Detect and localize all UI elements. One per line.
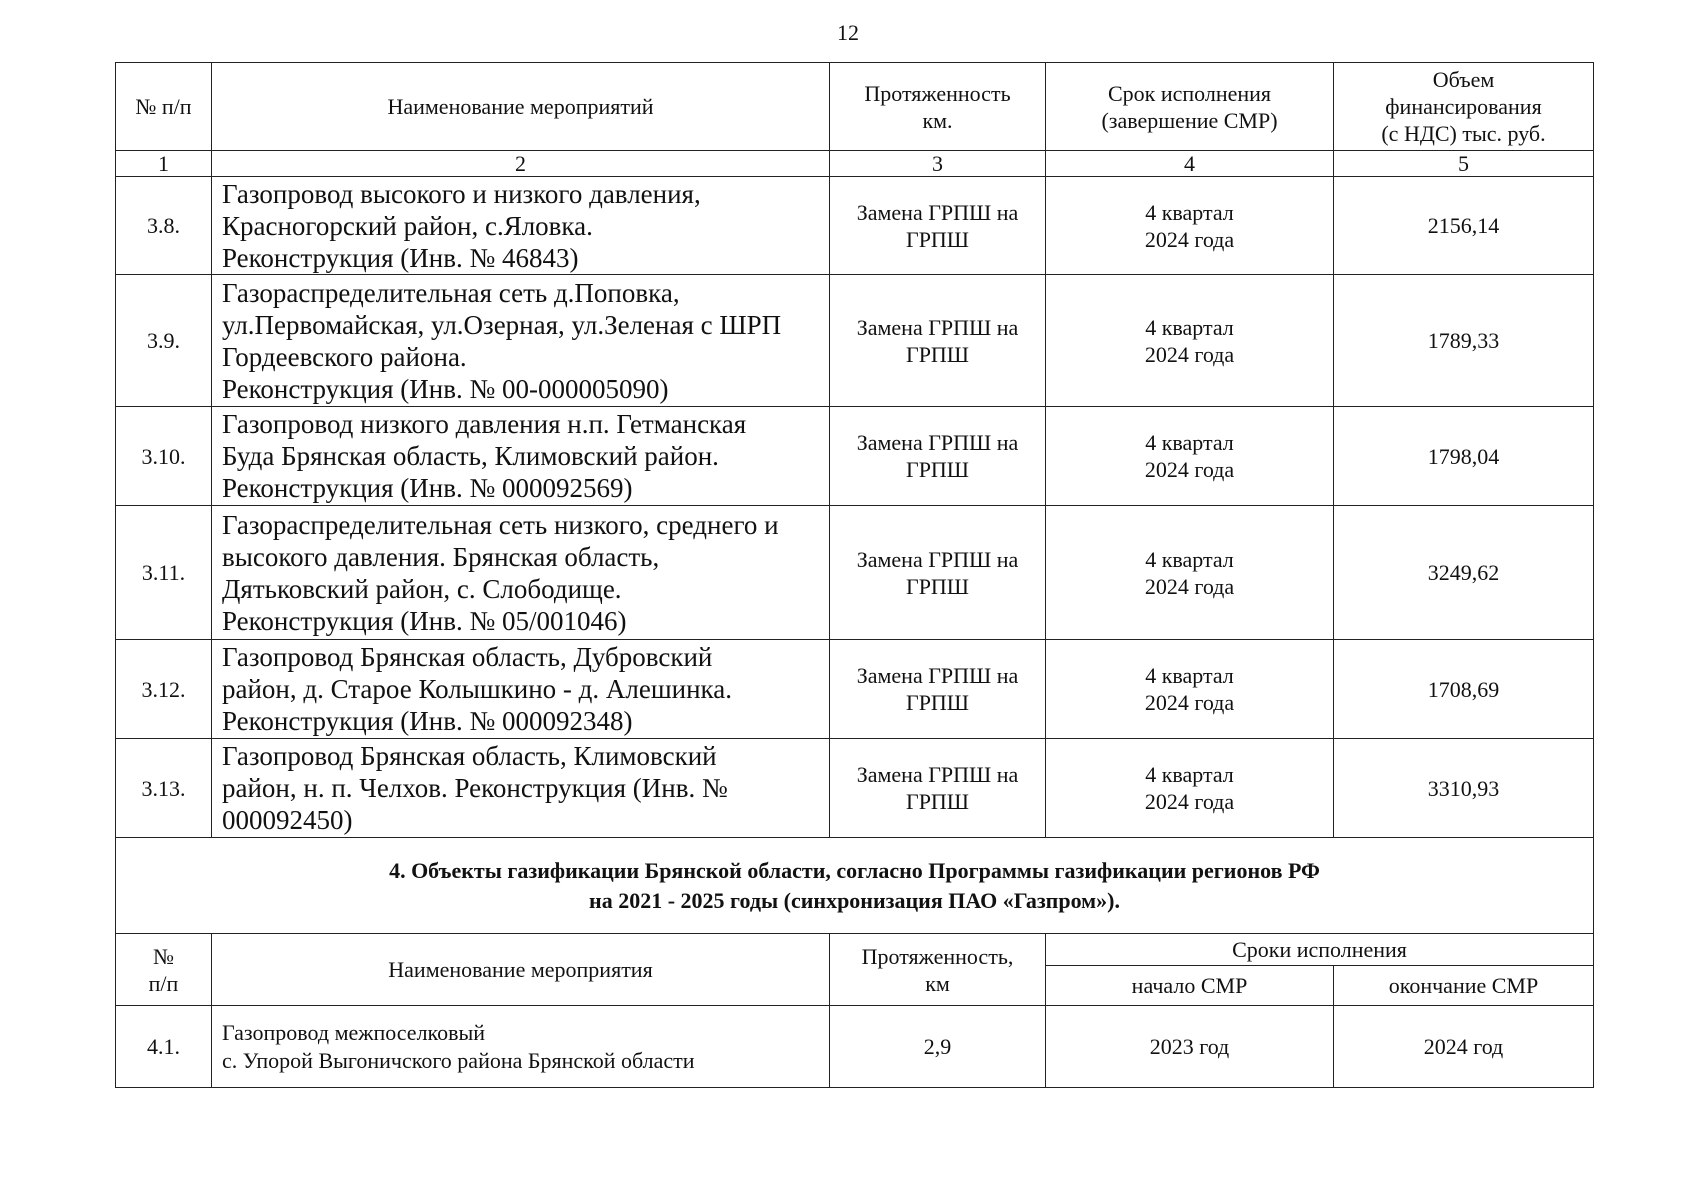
section-header-row xyxy=(116,934,1594,966)
row-term-line2: 2024 года xyxy=(1144,690,1235,715)
row-name-line: Реконструкция (Инв. № 46843) xyxy=(222,242,579,273)
row-name xyxy=(212,275,830,407)
row-term-line2: 2024 года xyxy=(1144,789,1235,814)
row-length-line2: ГРПШ xyxy=(905,573,970,599)
row-term xyxy=(1046,177,1334,275)
header-funding-line2: финансирования xyxy=(1385,94,1542,119)
row-name-line: Газораспределительная сеть д.Поповка, xyxy=(222,277,680,308)
row-name-line: Газопровод Брянская область, Дубровский xyxy=(222,642,713,672)
row-number: 3.10. xyxy=(116,407,212,506)
column-number: 5 xyxy=(1334,151,1594,177)
row-term-line2: 2024 года xyxy=(1144,573,1235,599)
row-term-line1: 4 квартал xyxy=(1145,199,1234,225)
table-row xyxy=(116,506,1594,640)
row-term xyxy=(1046,506,1334,640)
table-row xyxy=(116,177,1594,275)
row-length-line2: ГРПШ xyxy=(905,226,970,252)
row-name-line: ул.Первомайская, ул.Озерная, ул.Зеленая с ШРП xyxy=(222,309,782,340)
row-length xyxy=(830,739,1046,838)
row-length xyxy=(830,275,1046,407)
header-term xyxy=(1046,63,1334,151)
row-length xyxy=(830,407,1046,506)
row-term-line1: 4 квартал xyxy=(1145,762,1234,787)
section-header-length-line2: км xyxy=(925,970,950,996)
header-term-line2: (завершение СМР) xyxy=(1101,107,1278,133)
table-row xyxy=(116,640,1594,739)
header-name: Наименование мероприятий xyxy=(212,63,830,151)
row-term-line1: 4 квартал xyxy=(1145,663,1234,688)
header-term-line1: Срок исполнения xyxy=(1107,80,1272,106)
row-length-line1: Замена ГРПШ на xyxy=(856,663,1019,688)
measures-table xyxy=(115,62,1594,1088)
column-number: 4 xyxy=(1046,151,1334,177)
row-name-line: Газораспределительная сеть низкого, среднего и xyxy=(222,509,779,540)
row-length-line2: ГРПШ xyxy=(905,690,970,715)
row-number: 3.13. xyxy=(116,739,212,838)
row-start: 2023 год xyxy=(1046,1006,1334,1088)
row-length xyxy=(830,640,1046,739)
row-term-line1: 4 квартал xyxy=(1145,314,1234,340)
row-length-line1: Замена ГРПШ на xyxy=(856,199,1019,225)
row-name xyxy=(212,177,830,275)
row-name-line: Газопровод высокого и низкого давления, xyxy=(222,178,701,209)
row-term-line2: 2024 года xyxy=(1144,457,1235,482)
section-heading-line2: на 2021 - 2025 годы (синхронизация ПАО «Газпром»). xyxy=(589,887,1120,913)
header-funding-line1: Объем xyxy=(1432,67,1495,92)
row-name-line: Газопровод низкого давления н.п. Гетманская xyxy=(222,409,747,439)
row-name-line: район, н. п. Челхов. Реконструкция (Инв. № xyxy=(222,773,728,803)
row-end: 2024 год xyxy=(1334,1006,1594,1088)
row-term-line1: 4 квартал xyxy=(1145,430,1234,455)
row-amount: 1798,04 xyxy=(1334,407,1594,506)
row-term xyxy=(1046,275,1334,407)
row-length-line1: Замена ГРПШ на xyxy=(856,430,1019,455)
row-name xyxy=(212,640,830,739)
column-number: 2 xyxy=(212,151,830,177)
row-term xyxy=(1046,640,1334,739)
row-name-line: Буда Брянская область, Климовский район. xyxy=(222,441,719,471)
column-number-row xyxy=(116,151,1594,177)
row-name-line: Красногорский район, с.Яловка. xyxy=(222,210,593,241)
row-name-line: с. Упорой Выгоничского района Брянской области xyxy=(222,1047,695,1073)
row-name-line: 000092450) xyxy=(222,805,353,835)
column-number: 1 xyxy=(116,151,212,177)
row-amount: 2156,14 xyxy=(1334,177,1594,275)
header-length-line2: км. xyxy=(922,107,953,133)
row-name xyxy=(212,1006,830,1088)
row-amount: 3310,93 xyxy=(1334,739,1594,838)
section-header-terms: Сроки исполнения xyxy=(1046,934,1594,966)
row-amount: 1708,69 xyxy=(1334,640,1594,739)
header-funding xyxy=(1334,63,1594,151)
table-row xyxy=(116,407,1594,506)
section-header-end: окончание СМР xyxy=(1334,966,1594,1006)
row-name-line: Реконструкция (Инв. № 000092569) xyxy=(222,473,633,503)
row-term xyxy=(1046,739,1334,838)
section-header-name: Наименование мероприятия xyxy=(212,934,830,1006)
row-number: 3.9. xyxy=(116,275,212,407)
section-header-number-line1: № xyxy=(153,943,174,969)
row-length-line2: ГРПШ xyxy=(905,457,970,482)
row-amount: 3249,62 xyxy=(1334,506,1594,640)
table-header-row xyxy=(116,63,1594,151)
row-length-line1: Замена ГРПШ на xyxy=(856,762,1019,787)
row-name-line: Дятьковский район, с. Слободище. xyxy=(222,573,622,604)
header-length-line1: Протяженность xyxy=(864,80,1011,106)
row-length: 2,9 xyxy=(830,1006,1046,1088)
column-number: 3 xyxy=(830,151,1046,177)
row-length-line2: ГРПШ xyxy=(905,789,970,814)
row-name xyxy=(212,506,830,640)
row-name-line: Газопровод межпоселковый xyxy=(222,1019,486,1045)
row-length-line2: ГРПШ xyxy=(905,341,970,367)
row-name-line: Реконструкция (Инв. № 00-000005090) xyxy=(222,373,669,404)
row-name-line: Реконструкция (Инв. № 000092348) xyxy=(222,706,633,736)
row-name-line: Гордеевского района. xyxy=(222,341,467,372)
section-header-length xyxy=(830,934,1046,1006)
row-name xyxy=(212,739,830,838)
row-name-line: Газопровод Брянская область, Климовский xyxy=(222,741,717,771)
section-header-length-line1: Протяженность, xyxy=(861,943,1014,969)
row-number: 3.8. xyxy=(116,177,212,275)
section-heading-line1: 4. Объекты газификации Брянской области, согласно Программы газификации регионов РФ xyxy=(389,857,1320,883)
section-header-start: начало СМР xyxy=(1046,966,1334,1006)
row-amount: 1789,33 xyxy=(1334,275,1594,407)
row-length xyxy=(830,506,1046,640)
header-length xyxy=(830,63,1046,151)
row-term xyxy=(1046,407,1334,506)
section-heading xyxy=(116,838,1594,934)
row-length xyxy=(830,177,1046,275)
table-row xyxy=(116,275,1594,407)
row-length-line1: Замена ГРПШ на xyxy=(856,546,1019,572)
row-name xyxy=(212,407,830,506)
table-row xyxy=(116,739,1594,838)
row-number: 4.1. xyxy=(116,1006,212,1088)
row-name-line: Реконструкция (Инв. № 05/001046) xyxy=(222,605,627,636)
header-funding-line3: (с НДС) тыс. руб. xyxy=(1381,121,1546,146)
section-header-number xyxy=(116,934,212,1006)
table-row xyxy=(116,1006,1594,1088)
row-term-line2: 2024 года xyxy=(1144,341,1235,367)
header-number: № п/п xyxy=(116,63,212,151)
row-term-line1: 4 квартал xyxy=(1145,546,1234,572)
row-length-line1: Замена ГРПШ на xyxy=(856,314,1019,340)
row-number: 3.11. xyxy=(116,506,212,640)
section-heading-row xyxy=(116,838,1594,934)
row-name-line: район, д. Старое Колышкино - д. Алешинка. xyxy=(222,674,732,704)
row-term-line2: 2024 года xyxy=(1144,226,1235,252)
section-header-number-line2: п/п xyxy=(148,970,179,996)
page-number: 12 xyxy=(837,20,859,45)
row-number: 3.12. xyxy=(116,640,212,739)
row-name-line: высокого давления. Брянская область, xyxy=(222,541,660,572)
